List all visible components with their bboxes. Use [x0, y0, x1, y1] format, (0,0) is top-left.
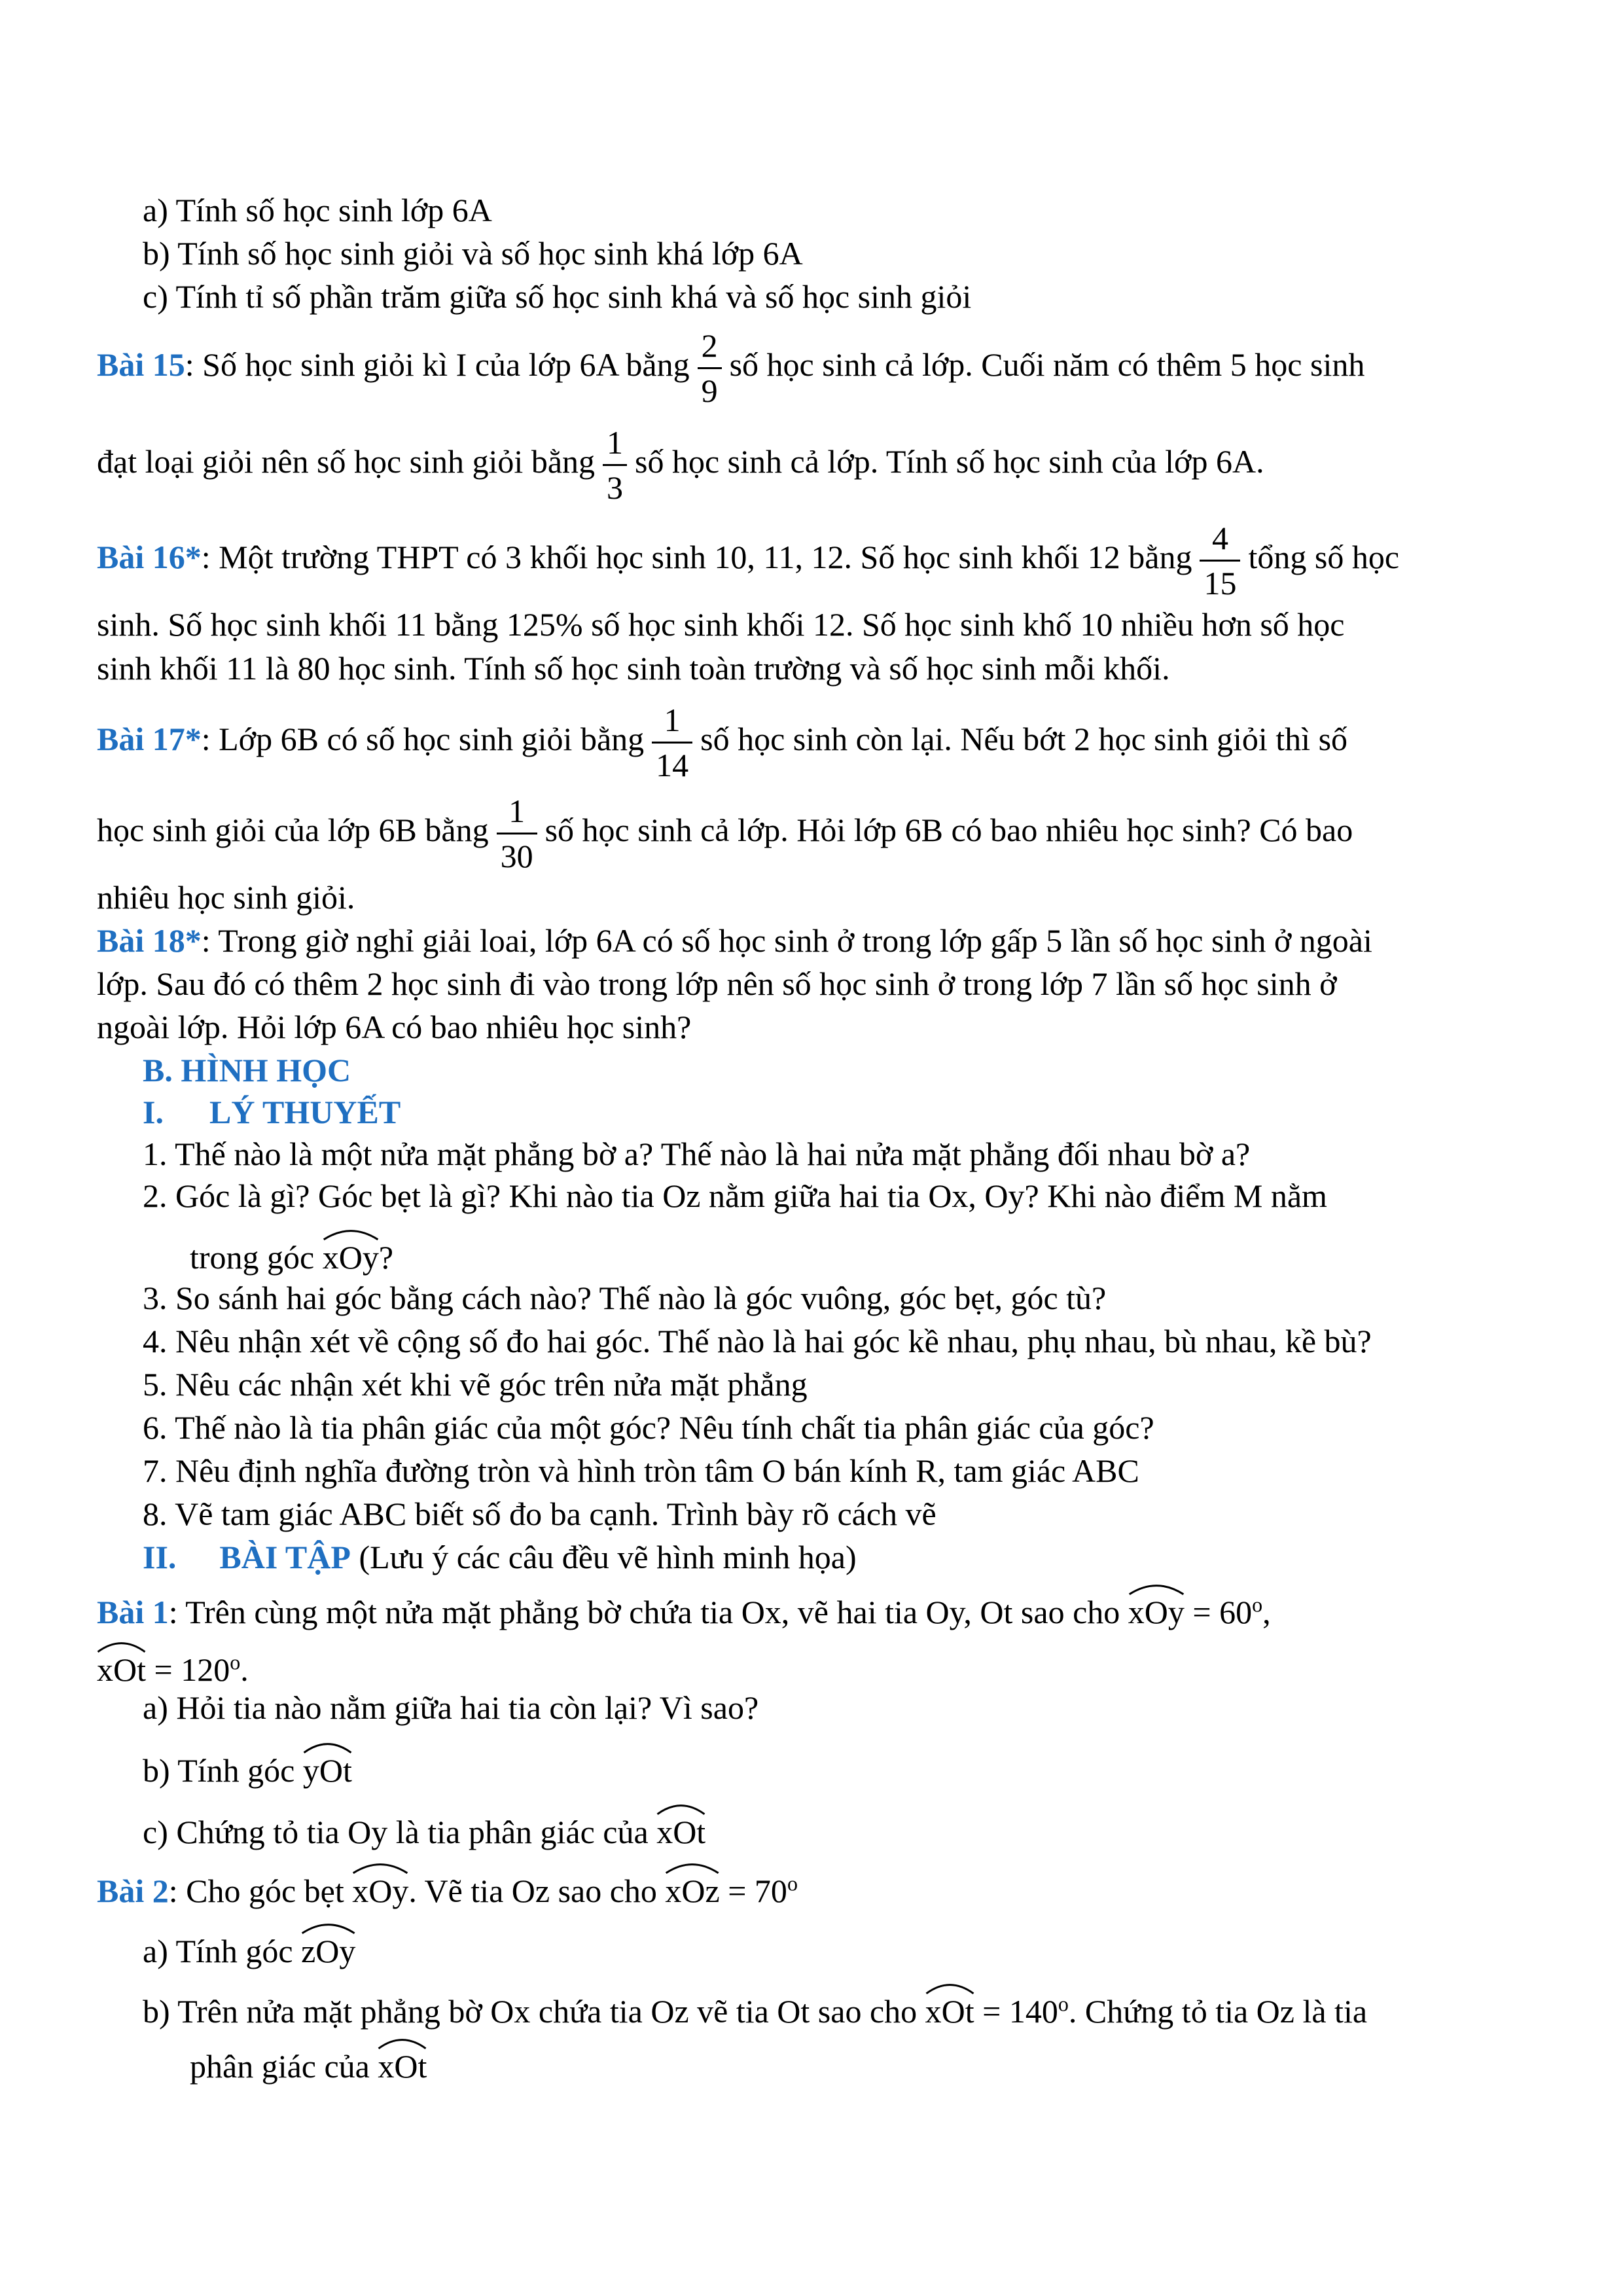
- fraction: [698, 327, 722, 410]
- subsection-number: I.: [143, 1094, 164, 1130]
- theory-question-7: 7. Nêu định nghĩa đường tròn và hình tròn tâm O bán kính R, tam giác ABC: [143, 1452, 1139, 1489]
- text: số học sinh còn lại. Nếu bớt 2 học sinh giỏi thì số: [700, 721, 1348, 757]
- text: số học sinh cả lớp. Cuối năm có thêm 5 học sinh: [729, 346, 1365, 383]
- theory-question-1: 1. Thế nào là một nửa mặt phẳng bờ a? Thế nào là hai nửa mặt phẳng đối nhau bờ a?: [143, 1136, 1251, 1172]
- exercise-17-line1: [97, 696, 1348, 784]
- text: . Vẽ tia Oz sao cho: [408, 1873, 657, 1909]
- text: : Trong giờ nghỉ giải loai, lớp 6A có số học sinh ở trong lớp gấp 5 lần số học sinh ở ngoài: [201, 922, 1372, 959]
- exercise-15-line1: [97, 322, 1365, 410]
- angle-symbol: [97, 1641, 146, 1690]
- subsection-theory: [143, 1092, 401, 1132]
- denominator: 3: [603, 464, 627, 504]
- geo-exercise-2-b-cont: [190, 2038, 427, 2087]
- text: b) Trên nửa mặt phẳng bờ Ox chứa tia Oz vẽ tia Ot sao cho: [143, 1993, 918, 2030]
- degree-sign: o: [230, 1650, 241, 1674]
- subsection-title: LÝ THUYẾT: [209, 1094, 401, 1130]
- exercise-17-line3: nhiêu học sinh giỏi.: [97, 879, 355, 916]
- text: ?: [378, 1239, 394, 1276]
- text: : Cho góc bẹt: [168, 1873, 344, 1909]
- angle-value: = 70: [719, 1873, 787, 1909]
- exercise-18-line2: lớp. Sau đó có thêm 2 học sinh đi vào trong lớp nên số học sinh ở trong lớp 7 lần số học sinh ở: [97, 965, 1337, 1002]
- text: c) Chứng tỏ tia Oy là tia phân giác của: [143, 1814, 649, 1850]
- text: : Số học sinh giỏi kì I của lớp 6A bằng: [185, 346, 690, 383]
- geo-exercise-1-line2: [97, 1641, 249, 1690]
- angle-symbol: [925, 1983, 974, 2032]
- numerator: 1: [508, 793, 526, 830]
- angle-name: xOt: [656, 1814, 706, 1850]
- geo-exercise-1-label: Bài 1: [97, 1594, 169, 1630]
- text: . Chứng tỏ tia Oz là tia: [1068, 1993, 1368, 2030]
- text: số học sinh cả lớp. Tính số học sinh của lớp 6A.: [635, 443, 1264, 480]
- exercise-18-line3: ngoài lớp. Hỏi lớp 6A có bao nhiêu học sinh?: [97, 1009, 692, 1045]
- angle-name: xOt: [97, 1651, 146, 1688]
- geo-exercise-2-line1: [97, 1863, 798, 1911]
- angle-name: xOt: [925, 1993, 974, 2030]
- fraction: [652, 702, 692, 784]
- text: : Lớp 6B có số học sinh giỏi bằng: [201, 721, 645, 757]
- denominator: 15: [1200, 560, 1240, 600]
- text: b) Tính góc: [143, 1752, 295, 1789]
- text: : Trên cùng một nửa mặt phẳng bờ chứa tia Ox, vẽ hai tia Oy, Ot sao cho: [168, 1594, 1120, 1630]
- text: phân giác của: [190, 2048, 370, 2085]
- degree-sign: o: [1252, 1592, 1263, 1617]
- angle-name: zOy: [301, 1933, 356, 1969]
- exercise-15-line2: [97, 419, 1264, 507]
- angle-name: xOy: [322, 1239, 379, 1276]
- fraction: [497, 793, 537, 875]
- numerator: 4: [1211, 520, 1228, 557]
- theory-question-5: 5. Nêu các nhận xét khi vẽ góc trên nửa mặt phẳng: [143, 1366, 808, 1403]
- section-title-geometry: B. HÌNH HỌC: [143, 1052, 351, 1088]
- exercise-18-line1: [97, 920, 1372, 961]
- exercise-16-line1: [97, 514, 1399, 600]
- angle-name: xOy: [1128, 1594, 1185, 1630]
- theory-question-2-cont: [190, 1229, 393, 1278]
- geo-exercise-1-b: [143, 1742, 352, 1791]
- angle-name: yOt: [302, 1752, 352, 1789]
- geo-exercise-1-c: [143, 1804, 705, 1852]
- text: ,: [1262, 1594, 1271, 1630]
- exercise-17-line2: [97, 787, 1353, 875]
- theory-question-2: 2. Góc là gì? Góc bẹt là gì? Khi nào tia Oz nằm giữa hai tia Ox, Oy? Khi nào điểm M nằm: [143, 1177, 1327, 1214]
- angle-value: = 60: [1184, 1594, 1253, 1630]
- text: số học sinh cả lớp. Hỏi lớp 6B có bao nhiêu học sinh? Có bao: [544, 812, 1353, 848]
- angle-symbol: [665, 1863, 719, 1911]
- angle-name: xOy: [352, 1873, 409, 1909]
- angle-name: xOz: [665, 1873, 720, 1909]
- geo-exercise-1-line1: [97, 1584, 1271, 1632]
- angle-symbol: [301, 1923, 355, 1971]
- item-b: b) Tính số học sinh giỏi và số học sinh khá lớp 6A: [143, 235, 803, 272]
- text: tổng số học: [1248, 539, 1400, 575]
- denominator: 30: [497, 833, 537, 872]
- geo-exercise-1-a: a) Hỏi tia nào nằm giữa hai tia còn lại? Vì sao?: [143, 1689, 759, 1726]
- text: a) Tính góc: [143, 1933, 293, 1969]
- exercise-16-line3: sinh khối 11 là 80 học sinh. Tính số học sinh toàn trường và số học sinh mỗi khối.: [97, 650, 1170, 687]
- fraction: [1200, 522, 1240, 600]
- geo-exercise-2-a: [143, 1923, 355, 1971]
- theory-question-8: 8. Vẽ tam giác ABC biết số đo ba cạnh. Trình bày rõ cách vẽ: [143, 1496, 936, 1532]
- text: đạt loại giỏi nên số học sinh giỏi bằng: [97, 443, 596, 480]
- denominator: 9: [698, 367, 722, 407]
- exercise-16-line2: sinh. Số học sinh khối 11 bằng 125% số học sinh khối 12. Số học sinh khố 10 nhiều hơn số học: [97, 606, 1345, 643]
- angle-symbol: [656, 1804, 705, 1852]
- item-a: a) Tính số học sinh lớp 6A: [143, 192, 492, 228]
- exercise-15-label: Bài 15: [97, 346, 185, 383]
- angle-symbol: [378, 2038, 427, 2087]
- subsection-title: BÀI TẬP: [219, 1539, 351, 1575]
- subsection-number: II.: [143, 1539, 177, 1575]
- degree-sign: o: [787, 1871, 798, 1895]
- text: trong góc: [190, 1239, 315, 1276]
- angle-symbol: [352, 1863, 408, 1911]
- theory-question-3: 3. So sánh hai góc bằng cách nào? Thế nào là góc vuông, góc bẹt, góc tù?: [143, 1280, 1107, 1316]
- angle-symbol: [323, 1229, 379, 1278]
- exercise-16-label: Bài 16*: [97, 539, 202, 575]
- text: .: [240, 1651, 249, 1688]
- item-c: c) Tính tỉ số phần trăm giữa số học sinh khá và số học sinh giỏi: [143, 278, 972, 315]
- text: : Một trường THPT có 3 khối học sinh 10, 11, 12. Số học sinh khối 12 bằng: [201, 539, 1192, 575]
- subsection-note: (Lưu ý các câu đều vẽ hình minh họa): [350, 1539, 857, 1575]
- exercise-17-label: Bài 17*: [97, 721, 202, 757]
- theory-question-6: 6. Thế nào là tia phân giác của một góc? Nêu tính chất tia phân giác của góc?: [143, 1409, 1154, 1446]
- subsection-exercises: [143, 1537, 857, 1577]
- denominator: 14: [652, 742, 692, 781]
- angle-name: xOt: [378, 2048, 427, 2085]
- numerator: 1: [664, 702, 681, 739]
- geo-exercise-2-b: [143, 1983, 1367, 2032]
- fraction: [603, 424, 627, 507]
- degree-sign: o: [1058, 1992, 1069, 2016]
- numerator: 1: [607, 424, 624, 461]
- angle-value: = 120: [146, 1651, 230, 1688]
- exercise-18-label: Bài 18*: [97, 922, 202, 959]
- angle-value: = 140: [974, 1993, 1058, 2030]
- geo-exercise-2-label: Bài 2: [97, 1873, 169, 1909]
- theory-question-4: 4. Nêu nhận xét về cộng số đo hai góc. Thế nào là hai góc kề nhau, phụ nhau, bù nhau, kề bù?: [143, 1323, 1372, 1359]
- angle-symbol: [303, 1742, 352, 1791]
- angle-symbol: [1128, 1584, 1185, 1632]
- numerator: 2: [701, 327, 718, 365]
- text: học sinh giỏi của lớp 6B bằng: [97, 812, 489, 848]
